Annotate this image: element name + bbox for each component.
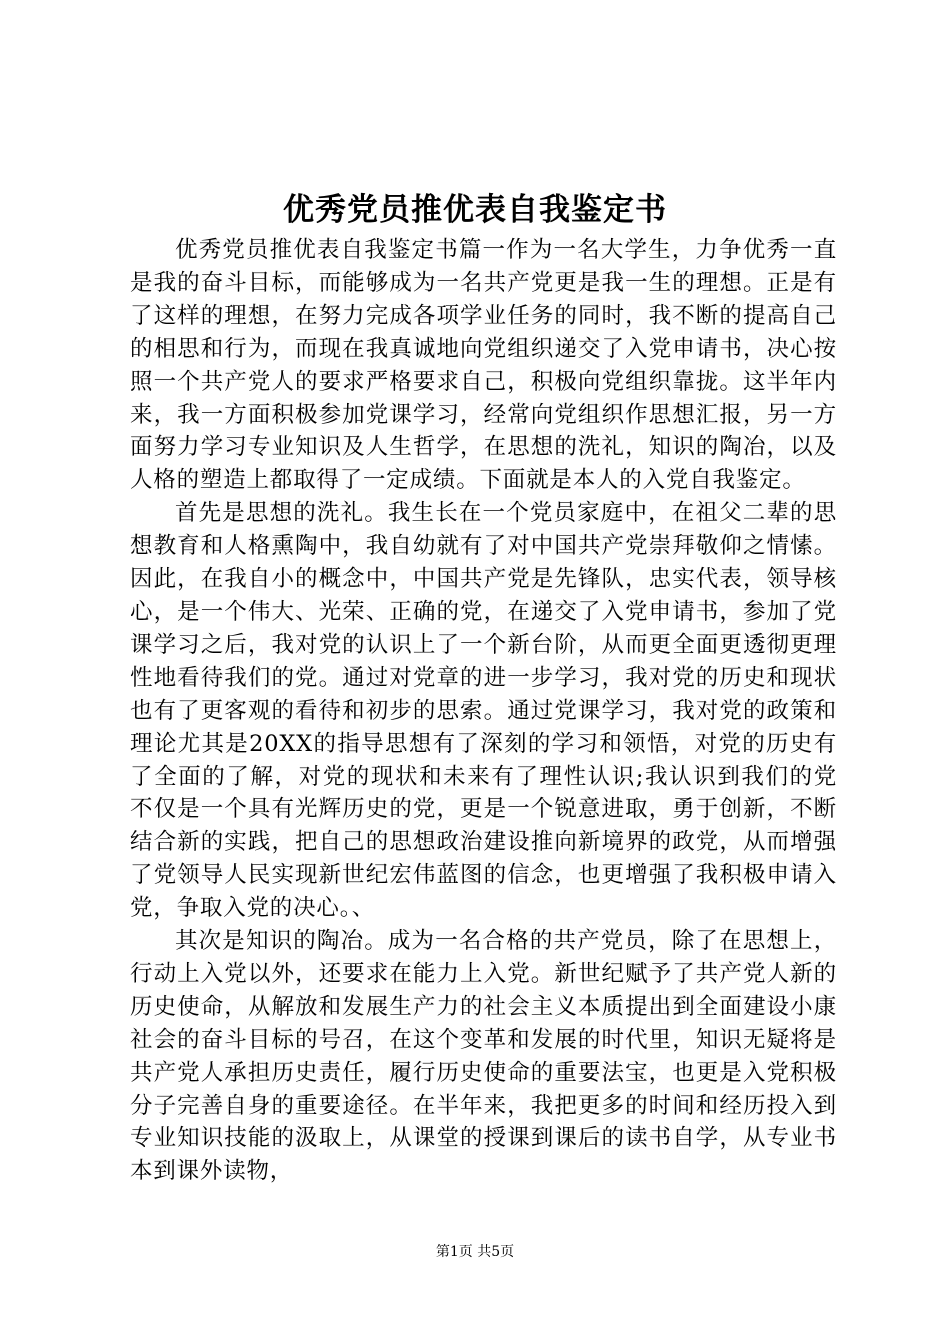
document-title: 优秀党员推优表自我鉴定书 — [283, 192, 667, 228]
document-body — [130, 234, 837, 1188]
paragraph-thought: 首先是思想的洗礼。我生长在一个党员家庭中，在祖父二辈的思想教育和人格熏陶中，我自幼就有了对中国共产党崇拜敬仰之情愫。因此，在我自小的概念中，中国共产党是先锋队，忠实代表，领导核心，是一个伟大、光荣、正确的党，在递交了入党申请书，参加了党课学习之后，我对党的认识上了一个新台阶，从而更全面更透彻更理性地看待我们的党。通过对党章的进一步学习，我对党的历史和现状也有了更客观的看待和初步的思索。通过党课学习，我对党的政策和理论尤其是20XX的指导思想有了深刻的学习和领悟，对党的历史有了全面的了解，对党的现状和未来有了理性认识;我认识到我们的党不仅是一个具有光辉历史的党，更是一个锐意进取，勇于创新，不断结合新的实践，把自己的思想政治建设推向新境界的政党，从而增强了党领导人民实现新世纪宏伟蓝图的信念，也更增强了我积极申请入党，争取入党的决心。、 — [130, 500, 837, 922]
paragraph-intro: 优秀党员推优表自我鉴定书篇一作为一名大学生，力争优秀一直是我的奋斗目标，而能够成为一名共产党更是我一生的理想。正是有了这样的理想，在努力完成各项学业任务的同时，我不断的提高自己的相思和行为，而现在我真诚地向党组织递交了入党申请书，决心按照一个共产党人的要求严格要求自己，积极向党组织靠拢。这半年内来，我一方面积极参加党课学习，经常向党组织作思想汇报，另一方面努力学习专业知识及人生哲学，在思想的洗礼，知识的陶冶，以及人格的塑造上都取得了一定成绩。下面就是本人的入党自我鉴定。 — [130, 237, 837, 494]
paragraph-knowledge: 其次是知识的陶冶。成为一名合格的共产党员，除了在思想上，行动上入党以外，还要求在能力上入党。新世纪赋予了共产党人新的历史使命，从解放和发展生产力的社会主义本质提出到全面建设小康社会的奋斗目标的号召，在这个变革和发展的时代里，知识无疑将是共产党人承担历史责任，履行历史使命的重要法宝，也更是入党积极分子完善自身的重要途径。在半年来，我把更多的时间和经历投入到专业知识技能的汲取上，从课堂的授课到课后的读书自学，从专业书本到课外读物， — [130, 928, 837, 1185]
page-footer: 第1页 共5页 — [435, 1244, 515, 1260]
